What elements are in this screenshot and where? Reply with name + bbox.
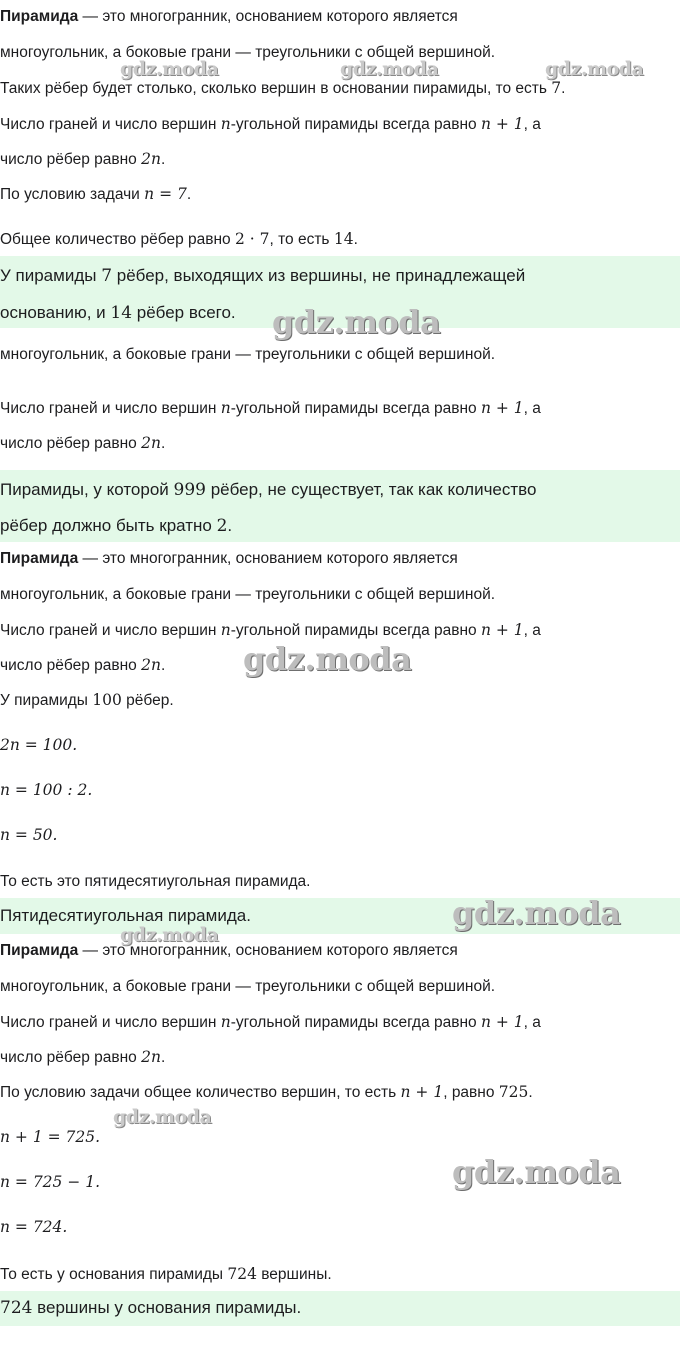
text-line: Общее количество рёбер равно 2 · 7, то есть 14. [0, 230, 358, 248]
text-line: многоугольник, а боковые грани — треугольники с общей вершиной. [0, 978, 496, 995]
text-line: Число граней и число вершин n-угольной пирамиды всегда равно n + 1, а [0, 621, 541, 639]
watermark-logo: gdz.moda [545, 58, 644, 80]
text-line: число рёбер равно 2n. [0, 150, 166, 168]
text-line: число рёбер равно 2n. [0, 1048, 166, 1066]
watermark-logo: gdz.moda [113, 1106, 212, 1128]
text-line: Число граней и число вершин n-угольной пирамиды всегда равно n + 1, а [0, 115, 541, 133]
answer-line: основанию, и 14 рёбер всего. [0, 303, 236, 323]
watermark-logo: gdz.moda [272, 303, 441, 341]
text-line: Число граней и число вершин n-угольной пирамиды всегда равно n + 1, а [0, 1013, 541, 1031]
answer-line: Пирамиды, у которой 999 рёбер, не существует, так как количество [0, 480, 537, 500]
text-line: многоугольник, а боковые грани — треугольники с общей вершиной. [0, 346, 496, 363]
term-bold: Пирамида [0, 942, 79, 959]
term-bold: Пирамида [0, 8, 79, 25]
watermark-logo: gdz.moda [120, 924, 219, 946]
text-line: многоугольник, а боковые грани — треугольники с общей вершиной. [0, 586, 496, 603]
equation-line: n = 725 − 1. [0, 1173, 101, 1191]
equation-line: 2n = 100. [0, 736, 78, 754]
answer-line: рёбер должно быть кратно 2. [0, 516, 233, 536]
text-line: Число граней и число вершин n-угольной пирамиды всегда равно n + 1, а [0, 399, 541, 417]
watermark-logo: gdz.moda [452, 894, 621, 932]
definition-line: Пирамида — это многогранник, основанием которого является [0, 550, 458, 567]
watermark-logo: gdz.moda [243, 640, 412, 678]
text-line: То есть у основания пирамиды 724 вершины. [0, 1265, 332, 1283]
text-line: число рёбер равно 2n. [0, 434, 166, 452]
answer-line: Пятидесятиугольная пирамида. [0, 906, 251, 925]
answer-line: 724 вершины у основания пирамиды. [0, 1298, 302, 1318]
answer-box [0, 1291, 680, 1326]
text-line: У пирамиды 100 рёбер. [0, 691, 174, 709]
text-line: По условию задачи общее количество вершин, то есть n + 1, равно 725. [0, 1083, 533, 1101]
text-line: По условию задачи n = 7. [0, 185, 192, 203]
watermark-logo: gdz.moda [452, 1153, 621, 1191]
equation-line: n + 1 = 725. [0, 1128, 101, 1146]
definition-line: Пирамида — это многогранник, основанием которого является [0, 942, 458, 959]
equation-line: n = 100 : 2. [0, 781, 93, 799]
equation-line: n = 50. [0, 826, 58, 844]
definition-line: Пирамида — это многогранник, основанием которого является [0, 8, 458, 25]
text-line: То есть это пятидесятиугольная пирамида. [0, 873, 311, 890]
watermark-logo: gdz.moda [340, 58, 439, 80]
equation-line: n = 724. [0, 1218, 68, 1236]
answer-box [0, 470, 680, 542]
text-line: число рёбер равно 2n. [0, 656, 166, 674]
term-bold: Пирамида [0, 550, 79, 567]
answer-line: У пирамиды 7 рёбер, выходящих из вершины, не принадлежащей [0, 266, 526, 286]
text-line: многоугольник, а боковые грани — треугольники с общей вершиной. [0, 44, 496, 61]
watermark-logo: gdz.moda [120, 58, 219, 80]
text-line: Таких рёбер будет столько, сколько вершин в основании пирамиды, то есть 7. [0, 79, 566, 97]
